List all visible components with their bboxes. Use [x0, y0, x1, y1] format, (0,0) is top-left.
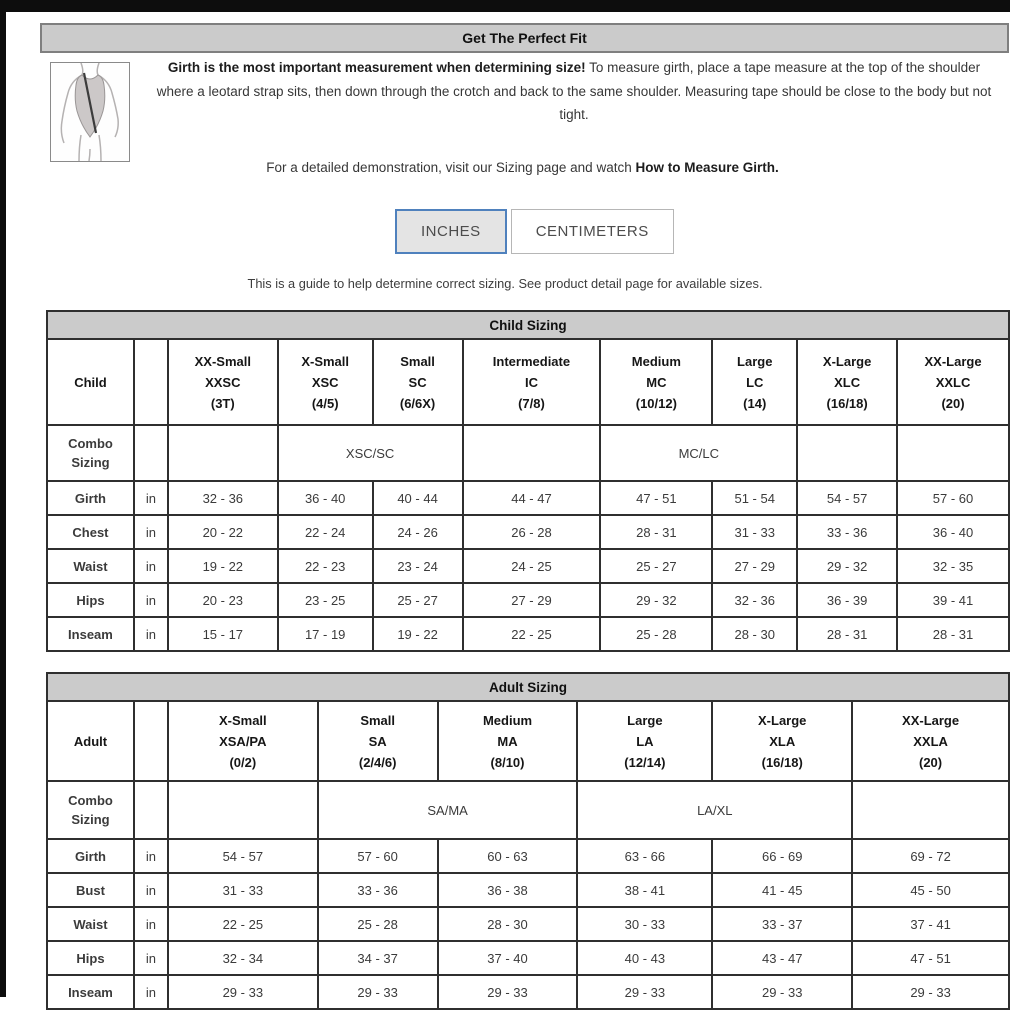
- combo-cell: SA/MA: [318, 781, 578, 839]
- combo-cell: XSC/SC: [278, 425, 463, 481]
- value-cell: 27 - 29: [463, 583, 601, 617]
- value-cell: 20 - 22: [168, 515, 278, 549]
- value-cell: 17 - 19: [278, 617, 373, 651]
- child-sizing-table: [46, 310, 1010, 652]
- centimeters-button[interactable]: CENTIMETERS: [511, 209, 674, 254]
- combo-cell: [463, 425, 601, 481]
- value-cell: 33 - 36: [318, 873, 438, 907]
- value-cell: 63 - 66: [577, 839, 712, 873]
- table-row: [47, 617, 1009, 651]
- value-cell: 23 - 24: [373, 549, 463, 583]
- value-cell: 22 - 24: [278, 515, 373, 549]
- value-cell: 69 - 72: [852, 839, 1009, 873]
- unit-cell: in: [134, 481, 168, 515]
- adult-sizing-table: [46, 672, 1010, 1010]
- value-cell: 38 - 41: [577, 873, 712, 907]
- corner-label: Adult: [47, 701, 134, 781]
- table-row: [47, 549, 1009, 583]
- table-row: [47, 515, 1009, 549]
- table-row: [47, 481, 1009, 515]
- value-cell: 32 - 36: [168, 481, 278, 515]
- combo-cell: [168, 425, 278, 481]
- table-row: [47, 907, 1009, 941]
- value-cell: 25 - 27: [373, 583, 463, 617]
- value-cell: 33 - 36: [797, 515, 897, 549]
- value-cell: 33 - 37: [712, 907, 852, 941]
- value-cell: 39 - 41: [897, 583, 1009, 617]
- value-cell: 15 - 17: [168, 617, 278, 651]
- size-column-header: XX-Large XXLC (20): [897, 339, 1009, 425]
- table-row: [47, 839, 1009, 873]
- value-cell: 29 - 33: [852, 975, 1009, 1009]
- value-cell: 43 - 47: [712, 941, 852, 975]
- value-cell: 28 - 31: [897, 617, 1009, 651]
- value-cell: 37 - 40: [438, 941, 578, 975]
- combo-cell: [852, 781, 1009, 839]
- measurement-label: Girth: [47, 839, 134, 873]
- unit-cell: in: [134, 975, 168, 1009]
- value-cell: 20 - 23: [168, 583, 278, 617]
- demo-link-text: How to Measure Girth.: [635, 160, 779, 175]
- table-title: Adult Sizing: [47, 673, 1009, 701]
- value-cell: 45 - 50: [852, 873, 1009, 907]
- value-cell: 28 - 30: [438, 907, 578, 941]
- size-column-header: Small SC (6/6X): [373, 339, 463, 425]
- unit-cell: in: [134, 907, 168, 941]
- table-row: [47, 873, 1009, 907]
- value-cell: 41 - 45: [712, 873, 852, 907]
- size-column-header: Intermediate IC (7/8): [463, 339, 601, 425]
- value-cell: 28 - 31: [600, 515, 712, 549]
- size-column-header: X-Small XSC (4/5): [278, 339, 373, 425]
- value-cell: 57 - 60: [318, 839, 438, 873]
- value-cell: 60 - 63: [438, 839, 578, 873]
- measurement-label: Girth: [47, 481, 134, 515]
- combo-cell: [897, 425, 1009, 481]
- value-cell: 29 - 33: [318, 975, 438, 1009]
- size-column-header: XX-Small XXSC (3T): [168, 339, 278, 425]
- demo-prefix: For a detailed demonstration, visit our Sizing page and watch: [266, 160, 636, 175]
- unit-toggle: [395, 209, 674, 254]
- value-cell: 32 - 36: [712, 583, 797, 617]
- value-cell: 44 - 47: [463, 481, 601, 515]
- value-cell: 31 - 33: [712, 515, 797, 549]
- girth-intro-bold: Girth is the most important measurement when determining size!: [167, 60, 586, 75]
- measurement-label: Waist: [47, 549, 134, 583]
- combo-sizing-label: Combo Sizing: [47, 781, 134, 839]
- size-column-header: Large LC (14): [712, 339, 797, 425]
- value-cell: 25 - 27: [600, 549, 712, 583]
- table-row: [47, 941, 1009, 975]
- size-column-header: Medium MA (8/10): [438, 701, 578, 781]
- measurement-label: Inseam: [47, 975, 134, 1009]
- table-row: [47, 583, 1009, 617]
- guide-note: This is a guide to help determine correct sizing. See product detail page for available sizes.: [247, 276, 763, 291]
- combo-sizing-label: Combo Sizing: [47, 425, 134, 481]
- size-column-header: XX-Large XXLA (20): [852, 701, 1009, 781]
- value-cell: 47 - 51: [852, 941, 1009, 975]
- size-column-header: Medium MC (10/12): [600, 339, 712, 425]
- value-cell: 19 - 22: [168, 549, 278, 583]
- value-cell: 57 - 60: [897, 481, 1009, 515]
- unit-cell: in: [134, 515, 168, 549]
- value-cell: 40 - 43: [577, 941, 712, 975]
- page-edge-top: [0, 0, 1010, 12]
- value-cell: 31 - 33: [168, 873, 318, 907]
- value-cell: 54 - 57: [797, 481, 897, 515]
- combo-cell: [168, 781, 318, 839]
- value-cell: 54 - 57: [168, 839, 318, 873]
- value-cell: 29 - 33: [577, 975, 712, 1009]
- combo-cell: LA/XL: [577, 781, 852, 839]
- value-cell: 36 - 39: [797, 583, 897, 617]
- value-cell: 28 - 31: [797, 617, 897, 651]
- value-cell: 30 - 33: [577, 907, 712, 941]
- girth-intro-rest: To measure girth, place a tape measure at the top of the shoulder where a leotard strap sits, then down through the crotch and back to the same shoulder. Measuring tape should be close to the body but not tight.: [156, 60, 992, 122]
- value-cell: 24 - 25: [463, 549, 601, 583]
- measurement-label: Inseam: [47, 617, 134, 651]
- page-title: Get The Perfect Fit: [40, 23, 1009, 53]
- combo-cell: MC/LC: [600, 425, 797, 481]
- measurement-label: Hips: [47, 583, 134, 617]
- value-cell: 28 - 30: [712, 617, 797, 651]
- value-cell: 29 - 32: [797, 549, 897, 583]
- unit-cell: in: [134, 617, 168, 651]
- value-cell: 36 - 38: [438, 873, 578, 907]
- combo-unit-cell: [134, 781, 168, 839]
- leotard-measurement-illustration: [50, 62, 130, 162]
- value-cell: 27 - 29: [712, 549, 797, 583]
- value-cell: 36 - 40: [278, 481, 373, 515]
- unit-cell: in: [134, 583, 168, 617]
- value-cell: 24 - 26: [373, 515, 463, 549]
- value-cell: 32 - 35: [897, 549, 1009, 583]
- unit-column-header: [134, 701, 168, 781]
- value-cell: 47 - 51: [600, 481, 712, 515]
- measurement-label: Waist: [47, 907, 134, 941]
- table-title: Child Sizing: [47, 311, 1009, 339]
- size-column-header: X-Large XLA (16/18): [712, 701, 852, 781]
- value-cell: 25 - 28: [600, 617, 712, 651]
- unit-cell: in: [134, 941, 168, 975]
- value-cell: 34 - 37: [318, 941, 438, 975]
- combo-unit-cell: [134, 425, 168, 481]
- value-cell: 29 - 32: [600, 583, 712, 617]
- value-cell: 22 - 23: [278, 549, 373, 583]
- value-cell: 19 - 22: [373, 617, 463, 651]
- value-cell: 66 - 69: [712, 839, 852, 873]
- measurement-label: Hips: [47, 941, 134, 975]
- leotard-figure-icon: [51, 63, 129, 161]
- unit-cell: in: [134, 873, 168, 907]
- measurement-label: Chest: [47, 515, 134, 549]
- value-cell: 29 - 33: [712, 975, 852, 1009]
- value-cell: 29 - 33: [168, 975, 318, 1009]
- girth-intro-text: [148, 56, 1000, 127]
- inches-button[interactable]: INCHES: [395, 209, 507, 254]
- value-cell: 22 - 25: [168, 907, 318, 941]
- value-cell: 32 - 34: [168, 941, 318, 975]
- value-cell: 40 - 44: [373, 481, 463, 515]
- unit-cell: in: [134, 549, 168, 583]
- page-edge-left: [0, 0, 6, 997]
- corner-label: Child: [47, 339, 134, 425]
- unit-column-header: [134, 339, 168, 425]
- value-cell: 37 - 41: [852, 907, 1009, 941]
- value-cell: 25 - 28: [318, 907, 438, 941]
- value-cell: 26 - 28: [463, 515, 601, 549]
- size-column-header: X-Small XSA/PA (0/2): [168, 701, 318, 781]
- demo-text: [40, 160, 1005, 175]
- measurement-label: Bust: [47, 873, 134, 907]
- size-column-header: Small SA (2/4/6): [318, 701, 438, 781]
- size-column-header: Large LA (12/14): [577, 701, 712, 781]
- value-cell: 36 - 40: [897, 515, 1009, 549]
- value-cell: 23 - 25: [278, 583, 373, 617]
- size-column-header: X-Large XLC (16/18): [797, 339, 897, 425]
- value-cell: 51 - 54: [712, 481, 797, 515]
- value-cell: 29 - 33: [438, 975, 578, 1009]
- combo-cell: [797, 425, 897, 481]
- table-row: [47, 975, 1009, 1009]
- value-cell: 22 - 25: [463, 617, 601, 651]
- unit-cell: in: [134, 839, 168, 873]
